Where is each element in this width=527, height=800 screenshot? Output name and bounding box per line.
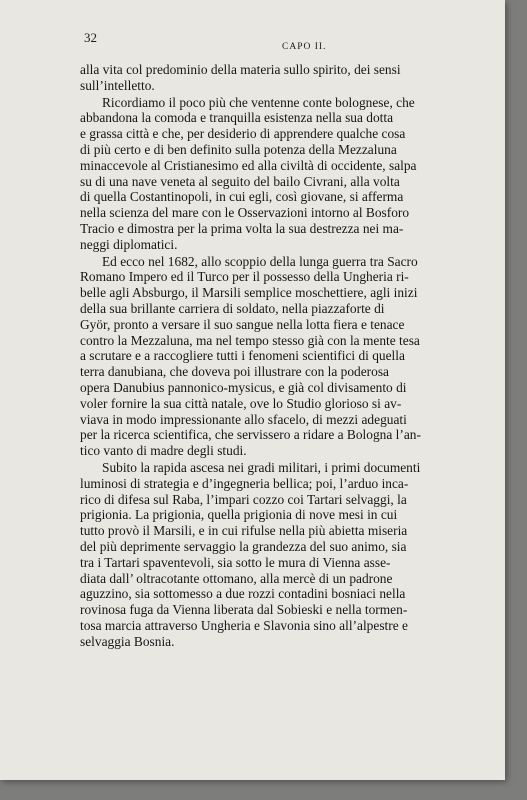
text-line: luminosi di strategia e d’ingegneria bellica; poi, l’arduo inca- (80, 475, 409, 491)
text-line: e grassa città e che, per desiderio di apprendere qualche cosa (80, 126, 406, 142)
paragraph (80, 62, 484, 94)
paragraph (80, 254, 484, 459)
text-line: su di una nave veneta al seguito del bailo Civrani, alla volta (80, 173, 400, 189)
text-line: diata dall’ oltracotante ottomano, alla mercè di un padrone (80, 570, 393, 586)
text-line: Romano Impero ed il Turco per il possesso della Ungheria ri- (80, 269, 409, 285)
text-line: minaccevole al Cristianesimo ed alla civiltà di occidente, salpa (80, 157, 417, 173)
text-line: della sua brillante carriera di soldato, nella piazzaforte di (80, 300, 385, 316)
text-line: aguzzino, sia sottomesso a due rozzi contadini bosniaci nella (80, 586, 406, 602)
text-line: rico di difesa sul Raba, l’impari cozzo coi Tartari selvaggi, la (80, 491, 407, 507)
paragraph (80, 95, 484, 253)
text-line: a scrutare e a raccogliere tutti i fenomeni scientifici di quella (80, 348, 405, 364)
text-line: tosa marcia attraverso Ungheria e Slavonia sino all’alpestre e (80, 617, 408, 633)
text-line: prigionia. La prigionia, quella prigionia di nove mesi in cui (80, 507, 398, 523)
text-line: del più deprimente servaggio la grandezza del suo animo, sia (80, 538, 407, 554)
text-line: contro la Mezzaluna, ma nel tempo stesso già con la mente tesa (80, 332, 420, 348)
text-line: opera Danubius pannonico-mysicus, e già col divisamento di (80, 379, 407, 395)
running-head: CAPO II. (282, 42, 327, 52)
text-line: di più certo e di ben definito sulla potenza della Mezzaluna (80, 141, 397, 157)
text-line: neggi diplomatici. (80, 236, 178, 252)
text-line: Ed ecco nel 1682, allo scoppio della lunga guerra tra Sacro (102, 253, 418, 269)
body-text (80, 62, 484, 649)
text-line: belle agli Absburgo, il Marsili semplice moschettiere, agli inizi (80, 285, 418, 301)
text-line: Györ, pronto a versare il suo sangue nella lotta fiera e tenace (80, 316, 405, 332)
text-line: rovinosa fuga da Vienna liberata dal Sobieski e nella tormen- (80, 602, 408, 618)
page-number: 32 (84, 30, 97, 45)
text-line: tico vanto di madre degli studi. (80, 443, 247, 459)
text-line: abbandona la comoda e tranquilla esistenza nella sua dotta (80, 110, 394, 126)
text-line: di quella Costantinopoli, in cui egli, così giovane, si afferma (80, 189, 404, 205)
text-line: tra i Tartari spaventevoli, sia sotto le mura di Vienna asse- (80, 554, 391, 570)
text-line: tutto provò il Marsili, e in cui rifulse nella più abietta miseria (80, 523, 408, 539)
text-line: viava in modo impressionante allo sfacelo, di mezzi adeguati (80, 411, 407, 427)
text-line: Ricordiamo il poco più che ventenne conte bolognese, che (102, 94, 415, 110)
text-line: voler fornire la sua città natale, ove lo Studio glorioso si av- (80, 395, 402, 411)
text-line: Subito la rapida ascesa nei gradi militari, i primi documenti (102, 459, 421, 475)
paragraph (80, 460, 484, 650)
text-line: nella scienza del mare con le Osservazioni intorno al Bosforo (80, 205, 410, 221)
page-header (0, 30, 505, 52)
text-line: selvaggia Bosnia. (80, 633, 175, 649)
text-line: sull’intelletto. (80, 77, 155, 93)
text-line: alla vita col predominio della materia sullo spirito, dei sensi (80, 62, 401, 77)
text-line: Tracio e dimostra per la prima volta la sua destrezza nei ma- (80, 220, 404, 236)
text-line: per la ricerca scientifica, che servissero a ridare a Bologna l’an- (80, 427, 421, 443)
text-line: terra danubiana, che doveva poi illustrare con la poderosa (80, 364, 389, 380)
